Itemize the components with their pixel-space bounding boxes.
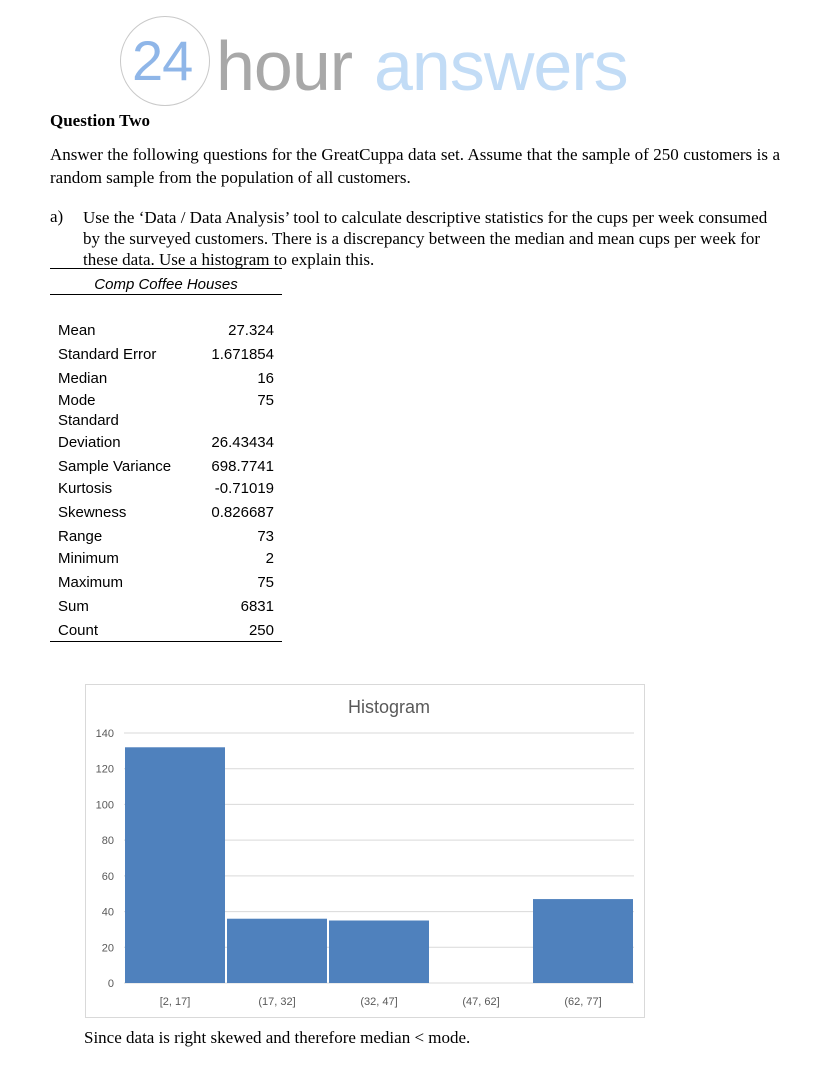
stat-label: Kurtosis (58, 480, 113, 497)
logo-text-answers: answers (374, 27, 628, 105)
stat-label: Median (58, 370, 108, 387)
logo-text-hour: hour (216, 27, 353, 105)
part-a-marker: a) (50, 207, 64, 226)
stat-value: 698.7741 (211, 458, 274, 475)
stat-value: 1.671854 (211, 346, 274, 363)
conclusion-text: Since data is right skewed and therefore median < mode. (84, 1028, 471, 1047)
table-bottom-rule (50, 641, 282, 642)
histogram-bar (329, 921, 429, 984)
histogram-chart (85, 684, 645, 1018)
stat-value: -0.71019 (214, 480, 274, 497)
y-tick-label: 0 (107, 978, 114, 990)
table-top-rule (50, 268, 282, 269)
y-tick-label: 80 (101, 835, 114, 848)
stat-label: Mode (58, 392, 96, 409)
histogram-bar (227, 919, 327, 983)
part-a-text: Use the ‘Data / Data Analysis’ tool to calculate descriptive statistics for the cups per week consumed by the surveyed customers. There is a discrepancy between the median and mean cups per week for these data. Use a histogram to explain this. (83, 208, 768, 269)
histogram-bar (125, 747, 225, 983)
x-tick-label: (32, 47] (360, 996, 398, 1008)
logo (120, 10, 680, 110)
stat-value: 73 (257, 528, 274, 545)
stat-value: 27.324 (228, 322, 274, 339)
y-tick-label: 40 (101, 906, 114, 919)
x-tick-label: [2, 17] (159, 996, 191, 1008)
x-tick-label: (17, 32] (258, 996, 296, 1008)
y-tick-label: 140 (95, 728, 114, 740)
stat-label: Sum (58, 598, 89, 615)
stat-label: Standard Error (58, 346, 157, 363)
stat-label: Skewness (58, 504, 127, 521)
chart-title: Histogram (347, 697, 431, 717)
stat-value: 2 (265, 550, 274, 567)
logo-number: 24 (132, 29, 193, 92)
stats-table-header: Comp Coffee Houses (94, 276, 238, 293)
stat-value: 0.826687 (211, 504, 274, 521)
y-tick-label: 100 (95, 799, 114, 812)
stat-value: 16 (257, 370, 274, 387)
stat-label: Mean (58, 322, 96, 339)
histogram-svg (86, 685, 644, 1017)
stat-label: Count (58, 622, 99, 639)
stat-value: 75 (257, 574, 274, 591)
x-tick-label: (62, 77] (564, 996, 602, 1008)
stat-value: 75 (257, 392, 274, 409)
stat-value: 26.43434 (211, 434, 274, 451)
stat-label: Standard Deviation (58, 412, 121, 451)
stat-label: Sample Variance (58, 458, 172, 475)
stat-value: 250 (248, 622, 274, 639)
stat-label: Range (58, 528, 103, 545)
question-title: Question Two (50, 111, 150, 130)
stat-value: 6831 (240, 598, 274, 615)
y-tick-label: 120 (95, 763, 114, 776)
stat-label: Minimum (58, 550, 119, 567)
stat-label: Maximum (58, 574, 124, 591)
table-header-rule (50, 294, 282, 295)
x-tick-label: (47, 62] (462, 996, 500, 1008)
intro-paragraph: Answer the following questions for the GreatCuppa data set. Assume that the sample of 250 customers is a random sample from the population of all customers. (50, 145, 780, 187)
y-tick-label: 20 (101, 942, 114, 955)
y-tick-label: 60 (101, 870, 114, 883)
histogram-bar (533, 899, 633, 983)
